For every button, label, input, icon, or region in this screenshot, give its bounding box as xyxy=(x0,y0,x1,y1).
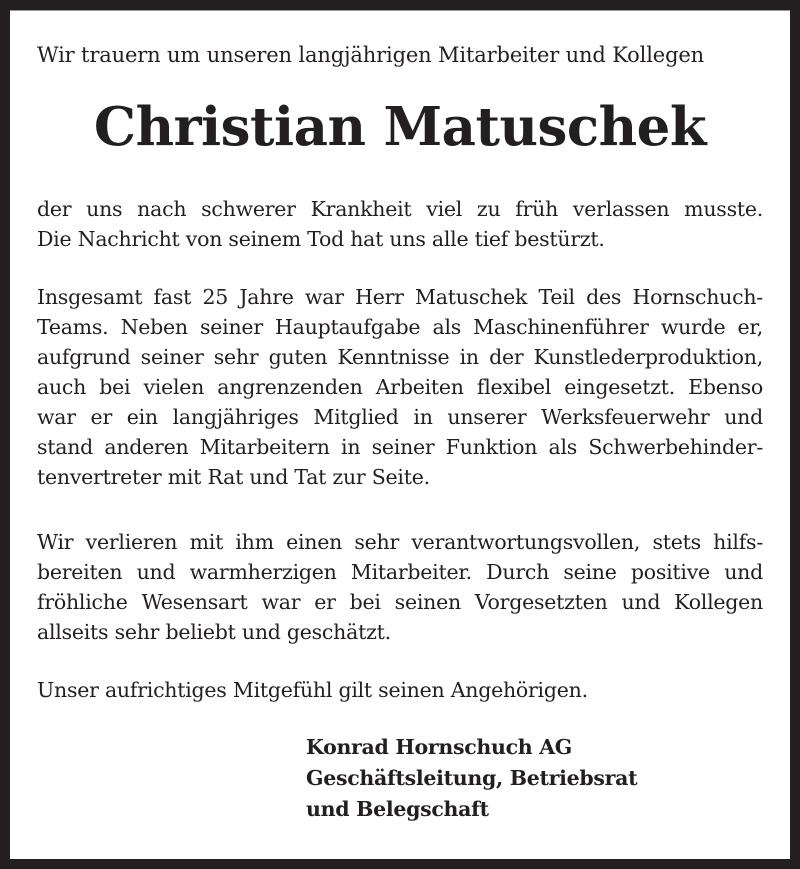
paragraph-2 xyxy=(37,282,763,492)
paragraph-line: bereiten und warmherzigen Mitarbeiter. Durch seine positive und xyxy=(37,560,763,584)
signature-line: Geschäftsleitung, Betriebsrat xyxy=(306,766,638,790)
paragraph-line: Insgesamt fast 25 Jahre war Herr Matuschek Teil des Hornschuch- xyxy=(37,285,763,309)
signature-block xyxy=(306,732,637,825)
paragraph-line: der uns nach schwerer Krankheit viel zu früh verlassen musste. xyxy=(37,197,763,221)
paragraph-line: fröhliche Wesensart war er bei seinen Vorgesetzten und Kollegen xyxy=(37,590,763,614)
paragraph-line: aufgrund seiner sehr guten Kenntnisse in der Kunstlederproduktion, xyxy=(37,345,763,369)
intro-line: Wir trauern um unseren langjährigen Mitarbeiter und Kollegen xyxy=(37,43,705,67)
paragraph-line: allseits sehr beliebt und geschätzt. xyxy=(37,620,391,644)
obituary-card xyxy=(10,10,790,859)
paragraph-line: Teams. Neben seiner Hauptaufgabe als Maschinenführer wurde er, xyxy=(37,315,763,339)
paragraph-line: stand anderen Mitarbeitern in seiner Funktion als Schwerbehinder- xyxy=(37,435,763,459)
paragraph-line: Die Nachricht von seinem Tod hat uns alle tief bestürzt. xyxy=(37,227,605,251)
paragraph-line: auch bei vielen angrenzenden Arbeiten flexibel eingesetzt. Ebenso xyxy=(37,375,763,399)
paragraph-1 xyxy=(37,194,763,254)
paragraph-line: tenvertreter mit Rat und Tat zur Seite. xyxy=(37,465,430,489)
deceased-name: Christian Matuschek xyxy=(93,96,707,158)
signature-company: Konrad Hornschuch AG xyxy=(306,735,573,759)
paragraph-3 xyxy=(37,527,763,647)
signature-line: und Belegschaft xyxy=(306,797,489,821)
paragraph-line: Wir verlieren mit ihm einen sehr verantwortungsvollen, stets hilfs- xyxy=(37,530,763,554)
paragraph-line: Unser aufrichtiges Mitgefühl gilt seinen Angehörigen. xyxy=(37,678,588,702)
paragraph-line: war er ein langjähriges Mitglied in unserer Werksfeuerwehr und xyxy=(37,405,763,429)
paragraph-4 xyxy=(37,675,763,705)
